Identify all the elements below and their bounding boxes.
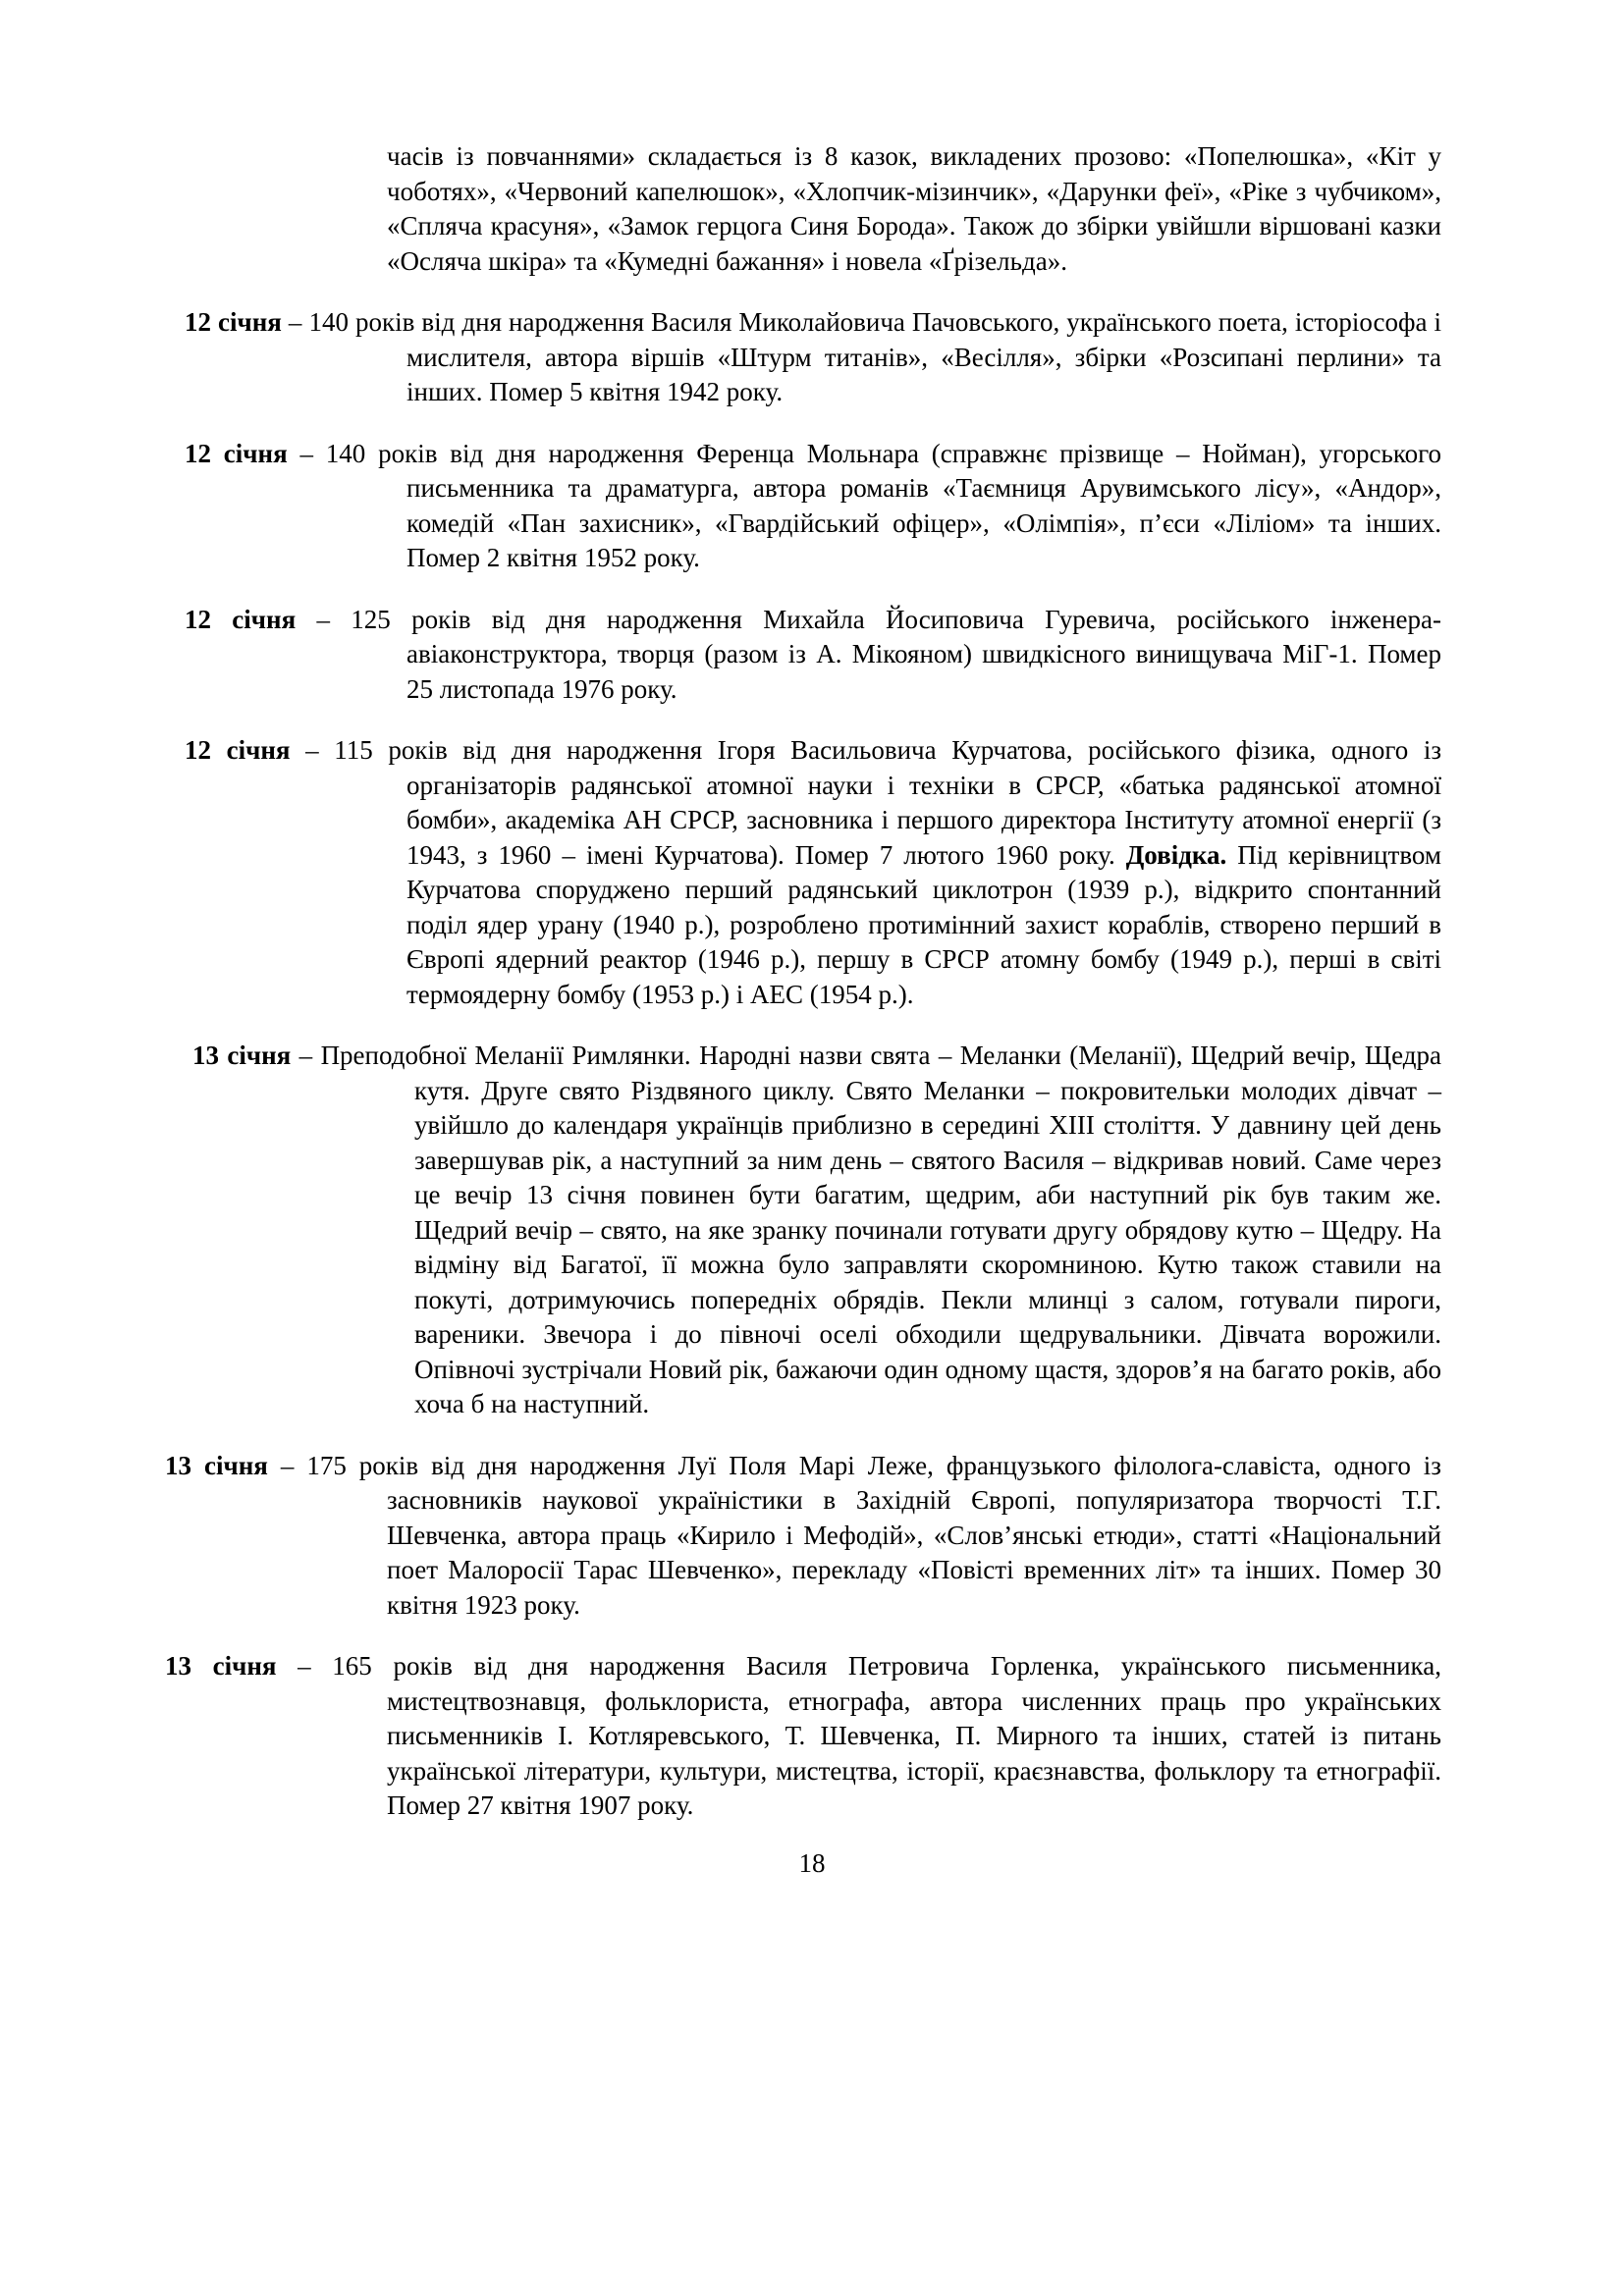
calendar-entry [192, 1039, 1441, 1422]
entry-date: 12 січня [185, 438, 288, 468]
entry-date: 12 січня [185, 307, 282, 337]
entry-date: 13 січня [192, 1041, 292, 1070]
continuation-paragraph [165, 139, 1441, 279]
entry-date: 12 січня [185, 735, 291, 765]
entry-date: 12 січня [185, 604, 297, 634]
entry-text: – 140 років від дня народження Василя Миколайовича Пачовського, українського поета, історіософа і мислителя, автора віршів «Штурм титанів», «Весілля», збірки «Розсипані перлини» та інших. Помер 5 квітня 1942 року. [281, 307, 1441, 406]
calendar-entry [185, 305, 1441, 410]
entry-text: – 140 років від дня народження Ференца Мольнара (справжнє прізвище – Нойман), угорського письменника та драматурга, автора романів «Таємниця Арувимського лісу», «Андор», комедій «Пан захисник», «Гвардійський офіцер», «Олімпія», п’єси «Ліліом» та інших. Помер 2 квітня 1952 року. [287, 438, 1441, 572]
entry-text: – 125 років від дня народження Михайла Йосиповича Гуревича, російського інженера-авіаконструктора, творця (разом із А. Мікояном) швидкісного винищувача МіГ-1. Помер 25 листопада 1976 року. [296, 604, 1441, 704]
calendar-entry [185, 437, 1441, 576]
entry-text: – Преподобної Меланії Римлянки. Народні назви свята – Меланки (Меланії), Щедрий вечір, Щедра кутя. Друге свято Різдвяного циклу. Свято Меланки – покровительки молодих дівчат – увійшло до календаря українців приблизно в середині XIII століття. У давнину цей день завершував рік, а наступний за ним день – святого Василя – відкривав новий. Саме через це вечір 13 січня повинен бути багатим, щедрим, аби наступний рік був таким же. Щедрий вечір – свято, на яке зранку починали готувати другу обрядову кутю – Щедру. На відміну від Багатої, її можна було заправляти скоромниною. Кутю також ставили на покуті, дотримуючись попередніх обрядів. Пекли млинці з салом, готували пироги, вареники. Звечора і до півночі оселі обходили щедрувальники. Дівчата ворожили. Опівночі зустрічали Новий рік, бажаючи один одному щастя, здоров’я на багато років, або хоча б на наступний. [291, 1041, 1441, 1418]
entry-text: – 165 років від дня народження Василя Петровича Горленка, українського письменника, мистецтвознавця, фольклориста, етнографа, автора численних праць про українських письменників І. Котляревського, Т. Шевченка, П. Мирного та інших, статей із питань української літератури, культури, мистецтва, історії, краєзнавства, фольклору та етнографії. Помер 27 квітня 1907 року. [276, 1651, 1441, 1820]
entry-date: 13 січня [165, 1651, 277, 1681]
entry-date: 13 січня [165, 1450, 268, 1480]
calendar-entry [185, 603, 1441, 708]
entry-text-after: Під керівництвом Курчатова споруджено перший радянський циклотрон (1939 р.), відкрито спонтанний поділ ядер урану (1940 р.), розроблено протимінний захист кораблів, створено перший в Європі ядерний реактор (1946 р.), першу в СРСР атомну бомбу (1949 р.), перші в світі термоядерну бомбу (1953 р.) і АЕС (1954 р.). [406, 839, 1441, 1009]
calendar-entry [165, 1649, 1441, 1824]
calendar-entry [185, 733, 1441, 1012]
page-number: 18 [798, 1848, 826, 1878]
entry-emphasis: Довідка. [1125, 839, 1227, 870]
entry-text: – 115 років від дня народження Ігоря Васильовича Курчатова, російського фізика, одного із організаторів радянської атомної науки і техніки в СРСР, «батька радянської атомної бомби», академіка АН СРСР, засновника і першого директора Інституту атомної енергії (з 1943, з 1960 – імені Курчатова). Помер 7 лютого 1960 року. [290, 735, 1441, 870]
continuation-text: часів із повчаннями» складається із 8 казок, викладених прозово: «Попелюшка», «Кіт у чоботях», «Червоний капелюшок», «Хлопчик-мізинчик», «Дарунки феї», «Ріке з чубчиком», «Спляча красуня», «Замок герцога Синя Борода». Також до збірки увійшли віршовані казки «Ослячa шкіра» та «Кумедні бажання» і новела «Ґрізельда». [387, 141, 1441, 276]
document-page [165, 139, 1441, 1834]
entry-text: – 175 років від дня народження Луї Поля Марі Леже, французького філолога-славіста, одного із засновників наукової україністики в Західній Європі, популяризатора творчості Т.Г. Шевченка, автора праць «Кирило і Мефодій», «Слов’янські етюди», статті «Національний поет Малоросії Тарас Шевченко», перекладу «Повісті временних літ» та інших. Помер 30 квітня 1923 року. [267, 1450, 1441, 1620]
calendar-entry [165, 1449, 1441, 1624]
